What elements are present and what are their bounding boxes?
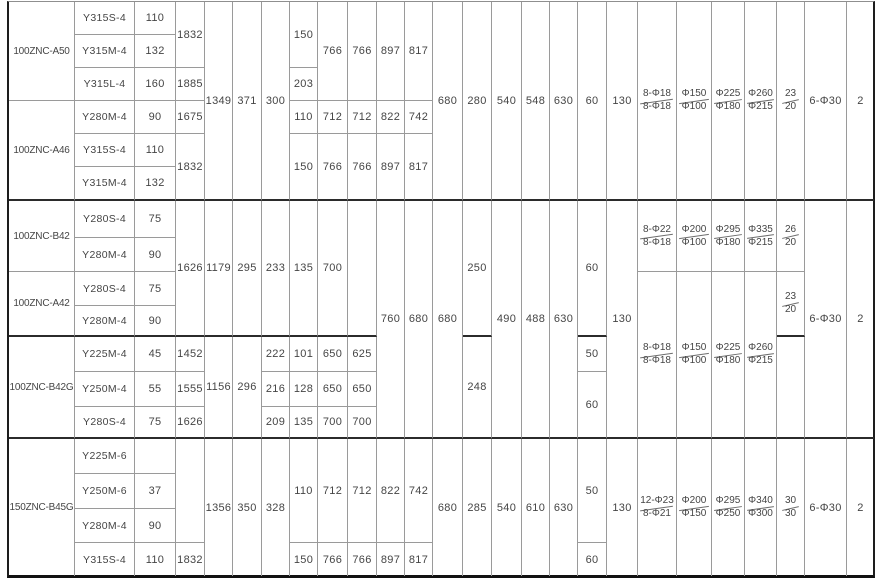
fraction-cell xyxy=(745,201,777,272)
dimension-cell: 680 xyxy=(433,439,463,576)
dimension-cell: 766 xyxy=(348,2,377,101)
fraction-cell xyxy=(677,201,712,272)
fraction-bottom-value: Φ250 xyxy=(715,508,741,519)
dimension-cell: 712 xyxy=(318,101,348,134)
dimension-cell: 897 xyxy=(377,2,405,101)
fraction-cell xyxy=(638,439,677,576)
fraction-bottom-value: Φ100 xyxy=(681,355,707,366)
dimension-cell: 630 xyxy=(550,201,578,439)
fraction-cell xyxy=(638,272,677,439)
motor-type-cell: Y280S-4 xyxy=(75,201,135,238)
motor-power-cell xyxy=(135,439,176,474)
fraction-top-value: Φ340 xyxy=(748,495,773,506)
spec-table-grid xyxy=(9,2,873,575)
fraction-top-value: 8-Φ18 xyxy=(643,342,671,353)
dimension-cell: 700 xyxy=(318,407,348,439)
fraction-cell xyxy=(638,2,677,201)
fraction-bottom-value: 8-Φ18 xyxy=(643,355,671,366)
fraction-cell xyxy=(777,272,805,337)
motor-power-cell: 37 xyxy=(135,474,176,509)
dimension-cell: 897 xyxy=(377,134,405,201)
motor-type-cell: Y315S-4 xyxy=(75,2,135,35)
fraction-top-value: 30 xyxy=(784,495,797,506)
dimension-cell: 1452 xyxy=(176,337,205,372)
fraction-top-value: Φ260 xyxy=(748,342,773,353)
dimension-cell: 1626 xyxy=(176,407,205,439)
dimension-cell: 295 xyxy=(233,201,262,337)
dimension-cell: 350 xyxy=(233,439,262,576)
dimension-cell: 680 xyxy=(405,201,433,439)
dimension-cell: 712 xyxy=(348,439,377,543)
fraction-top-value: Φ295 xyxy=(715,223,741,235)
motor-type-cell: Y225M-4 xyxy=(75,337,135,372)
dimension-cell: 150 xyxy=(290,2,318,68)
dimension-cell: 2 xyxy=(847,2,874,201)
fraction-bottom-value: Φ300 xyxy=(748,508,773,519)
dimension-cell: 1626 xyxy=(176,201,205,337)
dimension-cell: 488 xyxy=(522,201,550,439)
fraction-top-value: Φ225 xyxy=(715,88,741,99)
fraction-cell xyxy=(712,272,745,439)
dimension-cell: 712 xyxy=(318,439,348,543)
motor-power-cell: 90 xyxy=(135,238,176,272)
motor-power-cell: 90 xyxy=(135,101,176,134)
dimension-cell: 135 xyxy=(290,201,318,337)
dimension-cell: 1179 xyxy=(205,201,233,337)
motor-type-cell: Y280S-4 xyxy=(75,272,135,306)
dimension-cell: 60 xyxy=(578,372,607,439)
dimension-cell: 490 xyxy=(492,201,522,439)
pump-type-cell: 100ZNC-A46 xyxy=(9,101,75,201)
dimension-cell: 540 xyxy=(492,2,522,201)
dimension-cell: 233 xyxy=(262,201,290,337)
dimension-cell: 700 xyxy=(348,407,377,439)
dimension-cell: 130 xyxy=(607,2,638,201)
motor-power-cell: 110 xyxy=(135,2,176,35)
motor-type-cell: Y315M-4 xyxy=(75,167,135,201)
dimension-cell: 250 xyxy=(463,201,492,337)
fraction-top-value: 8-Φ22 xyxy=(643,223,671,235)
fraction-bottom-value: 20 xyxy=(784,304,797,315)
pump-type-cell: 100ZNC-A50 xyxy=(9,2,75,101)
dimension-cell: 1675 xyxy=(176,101,205,134)
fraction-bottom-value: Φ180 xyxy=(715,236,741,248)
dimension-cell: 203 xyxy=(290,68,318,101)
dimension-cell: 817 xyxy=(405,134,433,201)
dimension-cell: 6-Φ30 xyxy=(805,201,847,439)
dimension-cell: 60 xyxy=(578,2,607,201)
dimension-cell: 60 xyxy=(578,543,607,576)
fraction-cell xyxy=(638,201,677,272)
dimension-cell: 6-Φ30 xyxy=(805,439,847,576)
dimension-cell: 630 xyxy=(550,2,578,201)
dimension-cell: 150 xyxy=(290,543,318,576)
dimension-cell: 150 xyxy=(290,134,318,201)
dimension-cell: 130 xyxy=(607,439,638,576)
dimension-cell: 822 xyxy=(377,101,405,134)
fraction-bottom-value: 20 xyxy=(784,236,797,248)
dimension-cell: 50 xyxy=(578,337,607,372)
dimension-cell: 128 xyxy=(290,372,318,407)
dimension-cell: 60 xyxy=(578,201,607,337)
fraction-top-value: Φ335 xyxy=(748,223,773,235)
fraction-top-value: Φ150 xyxy=(681,88,707,99)
dimension-cell: 328 xyxy=(262,439,290,576)
fraction-cell xyxy=(712,201,745,272)
fraction-bottom-value: Φ215 xyxy=(748,101,773,112)
motor-power-cell: 90 xyxy=(135,509,176,543)
fraction-cell xyxy=(745,2,777,201)
dimension-cell: 6-Φ30 xyxy=(805,2,847,201)
pump-type-cell: 100ZNC-A42 xyxy=(9,272,75,337)
fraction-bottom-value: 20 xyxy=(784,101,797,112)
fraction-bottom-value: Φ180 xyxy=(715,355,741,366)
motor-power-cell: 110 xyxy=(135,134,176,167)
fraction-top-value: 8-Φ18 xyxy=(643,88,671,99)
dimension-cell: 130 xyxy=(607,201,638,439)
motor-power-cell: 90 xyxy=(135,306,176,337)
dimension-cell: 630 xyxy=(550,439,578,576)
dimension-cell: 280 xyxy=(463,2,492,201)
dimension-cell: 610 xyxy=(522,439,550,576)
fraction-top-value: 23 xyxy=(784,291,797,302)
dimension-cell: 766 xyxy=(348,134,377,201)
motor-power-cell: 132 xyxy=(135,35,176,68)
dimension-cell: 135 xyxy=(290,407,318,439)
fraction-top-value: Φ200 xyxy=(681,495,707,506)
motor-power-cell: 75 xyxy=(135,407,176,439)
motor-type-cell: Y280M-4 xyxy=(75,238,135,272)
dimension-cell: 1885 xyxy=(176,68,205,101)
dimension-cell: 817 xyxy=(405,543,433,576)
fraction-cell xyxy=(745,439,777,576)
dimension-cell: 766 xyxy=(348,543,377,576)
dimension-cell: 50 xyxy=(578,439,607,543)
dimension-cell: 2 xyxy=(847,201,874,439)
pump-type-cell: 100ZNC-B42G xyxy=(9,337,75,439)
pump-type-cell: 100ZNC-B42 xyxy=(9,201,75,272)
fraction-bottom-value: Φ215 xyxy=(748,236,773,248)
dimension-cell: 296 xyxy=(233,337,262,439)
dimension-cell: 1156 xyxy=(205,337,233,439)
dimension-cell: 766 xyxy=(318,543,348,576)
motor-type-cell: Y280M-4 xyxy=(75,306,135,337)
dimension-cell: 285 xyxy=(463,439,492,576)
fraction-cell xyxy=(677,439,712,576)
fraction-top-value: Φ225 xyxy=(715,342,741,353)
dimension-cell: 822 xyxy=(377,439,405,543)
dimension-cell: 700 xyxy=(318,201,348,337)
fraction-cell xyxy=(712,439,745,576)
dimension-cell: 766 xyxy=(318,134,348,201)
motor-power-cell: 45 xyxy=(135,337,176,372)
motor-type-cell: Y225M-6 xyxy=(75,439,135,474)
dimension-cell: 300 xyxy=(262,2,290,201)
dimension-cell: 548 xyxy=(522,2,550,201)
fraction-cell xyxy=(777,2,805,201)
dimension-cell xyxy=(777,337,805,439)
fraction-bottom-value: 30 xyxy=(784,508,797,519)
dimension-cell: 650 xyxy=(348,372,377,407)
motor-power-cell: 160 xyxy=(135,68,176,101)
fraction-bottom-value: 8-Φ21 xyxy=(643,508,671,519)
motor-power-cell: 110 xyxy=(135,543,176,576)
dimension-cell: 680 xyxy=(433,2,463,201)
fraction-cell xyxy=(677,272,712,439)
fraction-top-value: Φ200 xyxy=(681,223,707,235)
fraction-top-value: Φ260 xyxy=(748,88,773,99)
motor-type-cell: Y280M-4 xyxy=(75,101,135,134)
dimension-cell: 540 xyxy=(492,439,522,576)
fraction-bottom-value: Φ100 xyxy=(681,101,707,112)
motor-power-cell: 55 xyxy=(135,372,176,407)
fraction-cell xyxy=(677,2,712,201)
fraction-cell xyxy=(712,2,745,201)
dimension-cell: 766 xyxy=(318,2,348,101)
dimension-cell: 650 xyxy=(318,372,348,407)
dimension-cell: 680 xyxy=(433,201,463,439)
dimension-cell: 1555 xyxy=(176,372,205,407)
dimension-cell: 209 xyxy=(262,407,290,439)
dimension-cell: 248 xyxy=(463,337,492,439)
dimension-cell: 1832 xyxy=(176,134,205,201)
dimension-cell: 742 xyxy=(405,439,433,543)
fraction-cell xyxy=(777,439,805,576)
fraction-bottom-value: Φ150 xyxy=(681,508,707,519)
fraction-bottom-value: Φ215 xyxy=(748,355,773,366)
motor-type-cell: Y315S-4 xyxy=(75,134,135,167)
pump-spec-table xyxy=(7,1,875,578)
dimension-cell: 1356 xyxy=(205,439,233,576)
dimension-cell xyxy=(176,439,205,543)
fraction-top-value: Φ150 xyxy=(681,342,707,353)
motor-type-cell: Y315M-4 xyxy=(75,35,135,68)
dimension-cell: 110 xyxy=(290,101,318,134)
dimension-cell: 897 xyxy=(377,543,405,576)
fraction-top-value: 26 xyxy=(784,223,797,235)
motor-type-cell: Y315S-4 xyxy=(75,543,135,576)
dimension-cell xyxy=(348,201,377,337)
motor-type-cell: Y250M-6 xyxy=(75,474,135,509)
fraction-top-value: Φ295 xyxy=(715,495,741,506)
dimension-cell: 216 xyxy=(262,372,290,407)
dimension-cell: 101 xyxy=(290,337,318,372)
motor-type-cell: Y315L-4 xyxy=(75,68,135,101)
dimension-cell: 2 xyxy=(857,501,864,514)
fraction-cell xyxy=(777,201,805,272)
dimension-cell: 650 xyxy=(318,337,348,372)
dimension-cell: 760 xyxy=(377,201,405,439)
fraction-cell xyxy=(745,272,777,439)
dimension-cell: 222 xyxy=(262,337,290,372)
motor-type-cell: Y280S-4 xyxy=(75,407,135,439)
dimension-cell: 371 xyxy=(233,2,262,201)
dimension-cell: 1349 xyxy=(205,2,233,201)
dimension-cell: 817 xyxy=(405,2,433,101)
fraction-top-value: 23 xyxy=(784,88,797,99)
dimension-cell: 1832 xyxy=(176,2,205,68)
dimension-cell: 712 xyxy=(348,101,377,134)
motor-type-cell: Y280M-4 xyxy=(75,509,135,543)
motor-type-cell: Y250M-4 xyxy=(75,372,135,407)
dimension-cell: 625 xyxy=(348,337,377,372)
motor-power-cell: 75 xyxy=(135,201,176,238)
fraction-bottom-value: 8-Φ18 xyxy=(643,236,671,248)
fraction-bottom-value: Φ180 xyxy=(715,101,741,112)
dimension-cell: 742 xyxy=(405,101,433,134)
motor-power-cell: 132 xyxy=(135,167,176,201)
fraction-bottom-value: 8-Φ18 xyxy=(643,101,671,112)
motor-power-cell: 75 xyxy=(135,272,176,306)
dimension-cell: 1832 xyxy=(176,543,205,576)
fraction-bottom-value: Φ100 xyxy=(681,236,707,248)
pump-type-cell: 150ZNC-B45G xyxy=(9,439,75,576)
dimension-cell: 110 xyxy=(290,439,318,543)
fraction-top-value: 12-Φ23 xyxy=(640,495,674,506)
